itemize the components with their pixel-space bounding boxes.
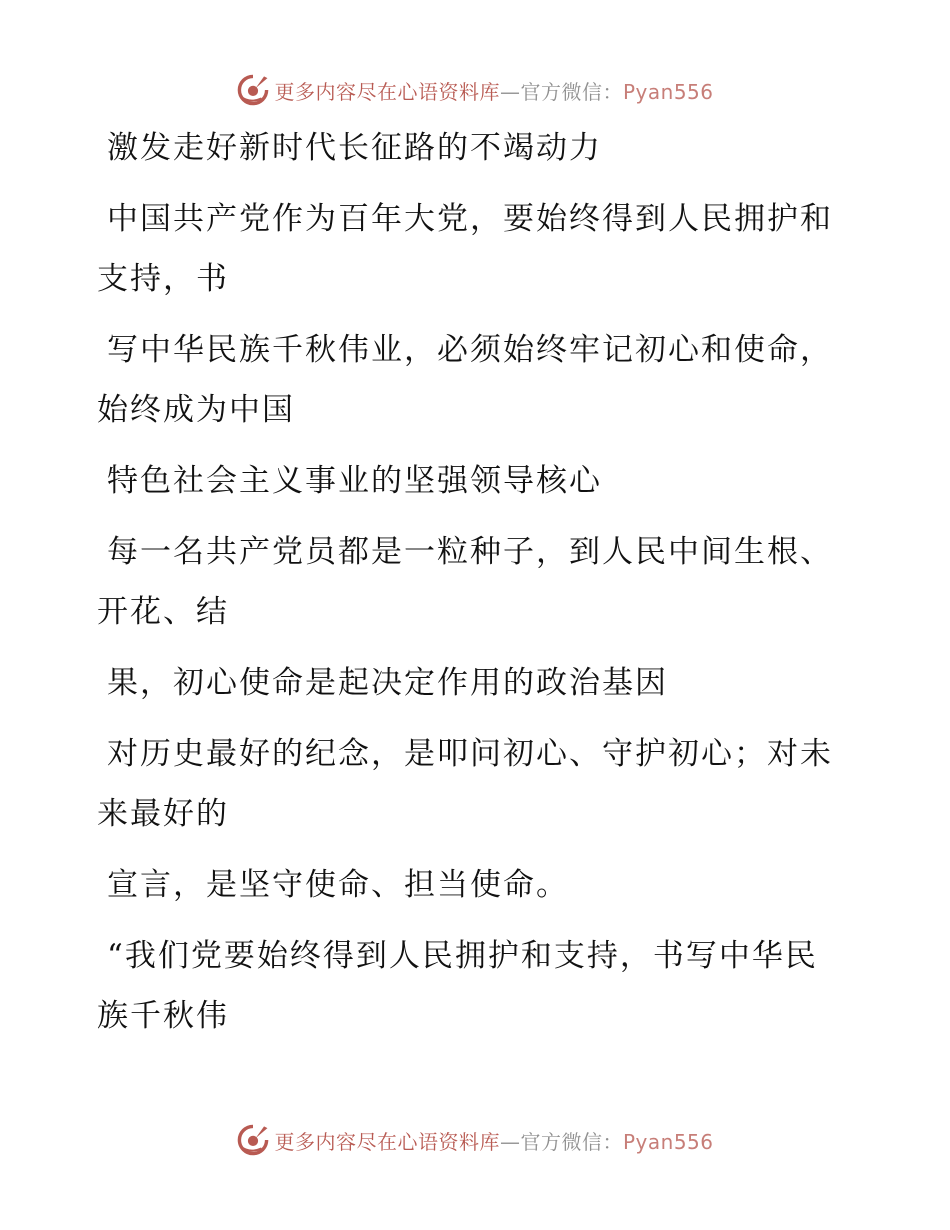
paragraph: 宣言，是坚守使命、担当使命。 bbox=[107, 867, 569, 903]
paragraph: “我们党要始终得到人民拥护和支持，书写中华民族千秋伟 bbox=[97, 938, 818, 1034]
watermark-text: 更多内容尽在心语资料库 bbox=[274, 79, 500, 104]
pen-nib-logo-icon bbox=[236, 1123, 270, 1157]
paragraph: 写中华民族千秋伟业，必须始终牢记初心和使命，始终成为中国 bbox=[97, 332, 833, 428]
paragraph: 每一名共产党员都是一粒种子，到人民中间生根、开花、结 bbox=[97, 534, 833, 630]
paragraph: 激发走好新时代长征路的不竭动力 bbox=[107, 130, 602, 166]
watermark-separator: — bbox=[499, 79, 521, 104]
paragraph: 对历史最好的纪念，是叩问初心、守护初心；对未来最好的 bbox=[97, 736, 833, 832]
header-watermark bbox=[0, 70, 950, 110]
watermark-wechat-label: 官方微信： bbox=[520, 1129, 623, 1154]
paragraph: 果，初心使命是起决定作用的政治基因 bbox=[107, 665, 668, 701]
pen-nib-logo-icon bbox=[236, 73, 270, 107]
watermark-wechat-id: Pyan556 bbox=[622, 79, 714, 104]
paragraph: 特色社会主义事业的坚强领导核心 bbox=[107, 463, 602, 499]
document-body bbox=[97, 118, 837, 1057]
watermark-separator: — bbox=[499, 1129, 521, 1154]
watermark-wechat-label: 官方微信： bbox=[520, 79, 623, 104]
watermark-text: 更多内容尽在心语资料库 bbox=[274, 1129, 500, 1154]
watermark-wechat-id: Pyan556 bbox=[622, 1129, 714, 1154]
paragraph: 中国共产党作为百年大党，要始终得到人民拥护和支持，书 bbox=[97, 201, 833, 297]
footer-watermark bbox=[0, 1120, 950, 1160]
